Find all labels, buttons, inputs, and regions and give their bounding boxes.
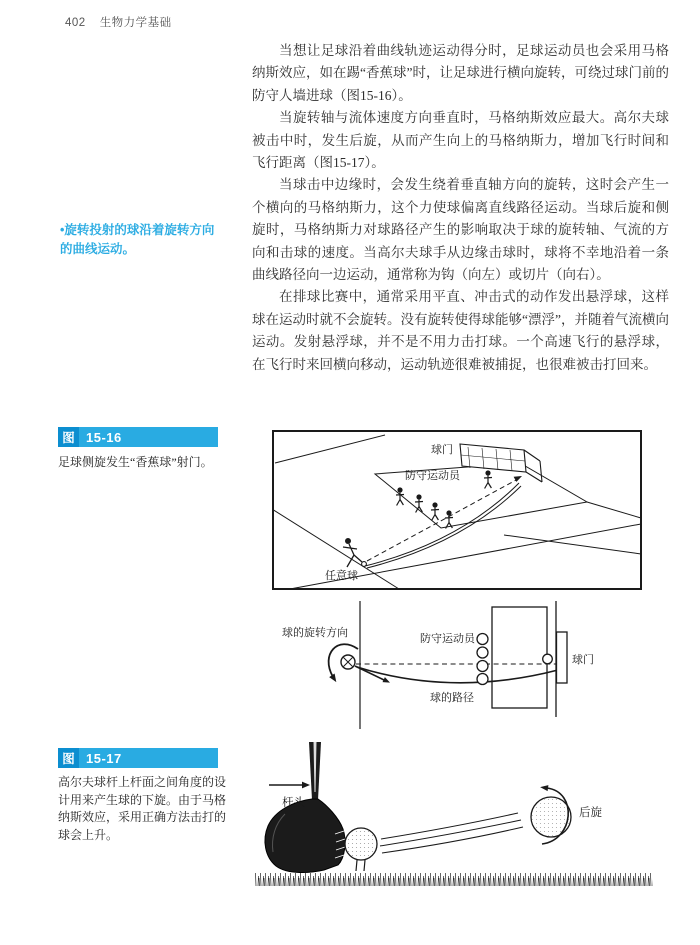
goal-label: 球门: [431, 444, 453, 456]
defenders-label: 防守运动员: [420, 633, 475, 645]
trajectory-lines: [380, 813, 523, 853]
goal-label: 球门: [572, 654, 594, 666]
initial-direction-arrowhead: [383, 677, 391, 683]
paragraph-4: 在排球比赛中，通常采用平直、冲击式的动作发出悬浮球，这样球在运动时就不会旋转。没有旋转使得球能够“漂浮”，并随着气流横向运动。发射悬浮球，并不是不用力击打球。一个高速飞行的悬浮球，在飞行时来回横向移动，运动轨迹很难被捕捉，也很难被击打回来。: [252, 289, 669, 372]
club-head-label: 杆头: [282, 797, 305, 809]
figure-15-17-golf-diagram: [255, 742, 655, 892]
figure-number: 15-17: [86, 750, 122, 766]
club-shaft: [309, 742, 321, 800]
goal-box: [557, 632, 568, 683]
figure-15-16-schematic-diagram: [278, 598, 635, 738]
page-number: 402: [65, 17, 86, 29]
grass-strip: [255, 870, 653, 886]
penalty-box: [492, 607, 547, 708]
spinning-ball: [341, 655, 355, 669]
spin-direction-label: 球的旋转方向: [282, 627, 348, 639]
book-title: 生物力学基础: [99, 17, 172, 29]
figure-number: 15-16: [86, 429, 122, 445]
body-text-column: [252, 40, 669, 376]
paragraph-2: 当旋转轴与流体速度方向垂直时，马格纳斯效应最大。高尔夫球被击中时，发生后旋，从而产生向上的马格纳斯力，增加飞行时间和飞行距离（图15-17）。: [252, 110, 669, 171]
ball-path-label: 球的路径: [430, 692, 474, 704]
paragraph-3: 当球击中边缘时，会发生绕着垂直轴方向的旋转，这时会产生一个横向的马格纳斯力，这个力使球偏离直线路径运动。当球后旋和侧旋时，马格纳斯力对球路径产生的影响取决于球的旋转轴、气流的方向和击球的速度。当高尔夫球手从边缘击球时，球将不幸地沿着一条曲线路径向一边运动，通常称为钩（向左）或切片（向右）。: [252, 177, 669, 283]
defender-circles: [477, 634, 552, 685]
teed-golf-ball: [345, 828, 377, 871]
figure-15-17-caption: 高尔夫球杆上杆面之间角度的设计用来产生球的下旋。由于马格纳斯效应，采用正确方法击打的球会上升。: [58, 775, 227, 842]
backspin-arrowhead: [540, 785, 548, 791]
figure-tag: 图: [58, 427, 79, 447]
backspin-label: 后旋: [579, 807, 602, 819]
club-head: [265, 799, 345, 873]
paragraph-1: 当想让足球沿着曲线轨迹运动得分时，足球运动员也会采用马格纳斯效应，如在踢“香蕉球”时，让足球进行横向旋转，可绕过球门前的防守人墙进球（图15-16）。: [252, 43, 669, 103]
defenders-label: 防守运动员: [405, 470, 460, 482]
figure-15-16-label-bar: [58, 427, 218, 447]
page-header: [65, 14, 172, 30]
figure-tag: 图: [58, 748, 79, 768]
club-head-pointer-arrowhead: [302, 782, 310, 789]
backspin-ball: [531, 797, 571, 837]
figure-15-17-label-bar: [58, 748, 218, 768]
figure-15-16-caption: 足球侧旋发生“香蕉球”射门。: [58, 455, 213, 469]
free-kick-label: 任意球: [325, 570, 358, 582]
margin-note: •旋转投射的球沿着旋转方向的曲线运动。: [60, 223, 215, 256]
spin-arrowhead: [329, 674, 336, 683]
figure-15-16-field-diagram: [272, 430, 642, 590]
